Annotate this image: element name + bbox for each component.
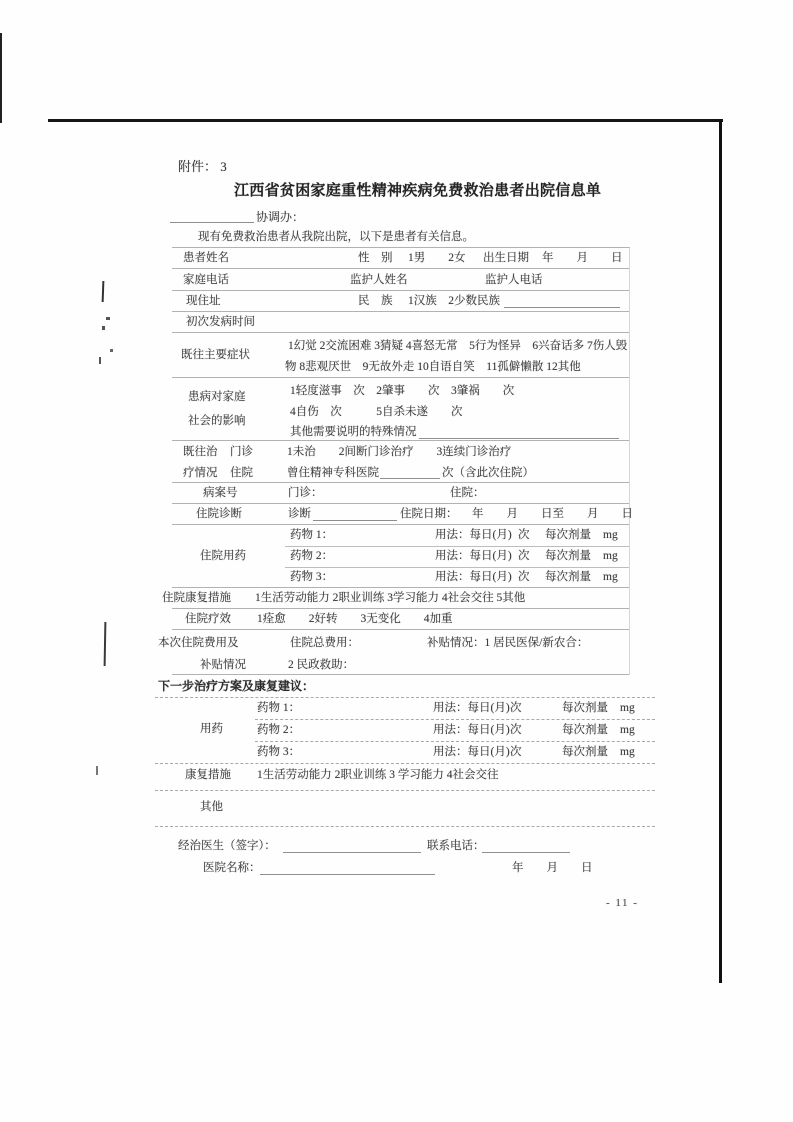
next-drug1-dose-label: 每次剂量 <box>562 702 608 714</box>
blank-underline <box>170 222 254 223</box>
row-diagnosis <box>172 504 633 525</box>
field-label-address: 现住址 <box>186 295 221 307</box>
next-drug3-label: 药物 3： <box>257 746 301 758</box>
rehab-options: 1生活劳动能力 2职业训练 3 学习能力 4社会交往 <box>257 769 499 781</box>
drug-row-separator <box>255 719 655 720</box>
drug3-unit-label: mg <box>603 571 618 583</box>
field-label-patient-name: 患者姓名 <box>183 252 229 264</box>
field-label-impact-1: 患病对家庭 <box>188 391 246 403</box>
case-inpatient-label: 住院： <box>450 487 485 499</box>
drug3-usage-label: 用法：每日(月) <box>435 571 512 583</box>
total-cost-label: 住院总费用： <box>290 637 359 649</box>
drug3-label: 药物 3： <box>290 571 334 583</box>
drug1-dose-label: 每次剂量 <box>545 529 591 541</box>
inpatient-text-post: 次（含此次住院） <box>442 467 534 479</box>
scan-artifact <box>96 766 98 775</box>
field-label-medication: 用药 <box>200 723 223 735</box>
next-drug2-times-label: 次 <box>510 724 522 736</box>
scan-artifact <box>110 349 113 352</box>
row-cost-subsidy <box>158 630 629 675</box>
field-label-diagnosis: 住院诊断 <box>196 508 242 520</box>
row-outcome <box>172 609 629 630</box>
field-label-rehab: 康复措施 <box>185 769 231 781</box>
row-past-symptoms <box>172 333 629 378</box>
scan-artifact <box>102 326 105 330</box>
form-table <box>158 247 633 675</box>
diagnosis-pre-label: 诊断 <box>288 508 311 520</box>
inpatient-text-pre: 曾住精神专科医院 <box>287 467 379 479</box>
field-label-impact-2: 社会的影响 <box>188 415 246 427</box>
drug-row-separator <box>285 567 629 568</box>
drug1-label: 药物 1： <box>290 529 334 541</box>
outpatient-options: 1未治 2间断门诊治疗 3连续门诊治疗 <box>287 446 512 458</box>
field-label-outcome: 住院疗效 <box>185 613 231 625</box>
next-drug2-usage-label: 用法：每日(月) <box>433 724 510 736</box>
field-label-guardian-phone: 监护人电话 <box>485 274 543 286</box>
next-drug2-dose-label: 每次剂量 <box>562 724 608 736</box>
doctor-signature-label: 经治医生（签字）： <box>178 840 276 852</box>
divider-line <box>155 697 655 698</box>
scan-edge-top <box>48 119 723 122</box>
next-drug2-label: 药物 2： <box>257 724 301 736</box>
blank-underline <box>504 307 620 308</box>
row-address <box>172 291 629 312</box>
drug2-dose-label: 每次剂量 <box>545 550 591 562</box>
blank-underline <box>380 478 440 479</box>
row-past-treatment <box>172 441 629 483</box>
divider-line <box>155 763 655 764</box>
page-title: 江西省贫困家庭重性精神疾病免费救治患者出院信息单 <box>234 183 602 199</box>
drug2-usage-label: 用法：每日(月) <box>435 550 512 562</box>
admission-date-label: 住院日期： <box>400 508 458 520</box>
attachment-label: 附件： 3 <box>178 159 227 174</box>
coordinator-label: 协调办： <box>256 210 305 224</box>
field-label-other: 其他 <box>200 801 223 813</box>
field-label-home-phone: 家庭电话 <box>183 274 229 286</box>
row-patient-name <box>172 248 629 269</box>
next-drug3-times-label: 次 <box>510 746 522 758</box>
field-label-inpatient-rehab: 住院康复措施 <box>162 592 231 604</box>
next-drug1-label: 药物 1： <box>257 702 301 714</box>
field-label-past-symptoms: 既往主要症状 <box>181 349 250 361</box>
subsidy-option1-label: 补贴情况：1 居民医保/新农合： <box>427 637 589 649</box>
drug1-unit-label: mg <box>603 529 618 541</box>
field-label-inpatient-medication: 住院用药 <box>200 550 246 562</box>
scan-artifact <box>104 622 107 666</box>
drug-row-separator <box>285 546 629 547</box>
blank-underline <box>313 520 397 521</box>
drug-row-separator <box>255 741 655 742</box>
next-drug3-unit-label: mg <box>620 746 635 758</box>
footer-date-units: 年 月 日 <box>512 862 593 874</box>
next-drug1-usage-label: 用法：每日(月) <box>433 702 510 714</box>
next-drug1-times-label: 次 <box>510 702 522 714</box>
next-drug3-usage-label: 用法：每日(月) <box>433 746 510 758</box>
blank-underline <box>419 438 619 439</box>
ethnicity-options: 1汉族 2少数民族 <box>408 295 500 307</box>
field-label-dob: 出生日期 <box>483 252 529 264</box>
next-drug3-dose-label: 每次剂量 <box>562 746 608 758</box>
row-first-onset <box>172 312 629 333</box>
scan-artifact <box>99 357 101 364</box>
divider-line <box>155 826 655 827</box>
row-family-impact <box>172 378 629 441</box>
field-label-guardian-name: 监护人姓名 <box>350 274 408 286</box>
admission-date-units: 年 月 日至 月 日 <box>472 508 633 520</box>
case-outpatient-label: 门诊： <box>288 487 323 499</box>
intro-text: 现有免费救治患者从我院出院，以下是患者有关信息。 <box>198 231 474 243</box>
blank-underline <box>283 852 421 853</box>
sub-label-inpatient: 住院 <box>230 467 253 479</box>
blank-underline <box>482 852 570 853</box>
hospital-name-label: 医院名称： <box>203 862 261 874</box>
field-label-past-treatment-2: 疗情况 <box>183 467 218 479</box>
drug2-unit-label: mg <box>603 550 618 562</box>
inpatient-rehab-options: 1生活劳动能力 2职业训练 3学习能力 4社会交往 5其他 <box>255 592 526 604</box>
row-case-number <box>172 483 629 504</box>
drug2-times-label: 次 <box>518 550 530 562</box>
symptom-options-line2: 物 8悲观厌世 9无故外走 10自语自笑 11孤僻懒散 12其他 <box>285 361 581 373</box>
scan-artifact <box>106 317 110 320</box>
blank-underline <box>260 874 435 875</box>
field-label-ethnicity: 民 族 <box>358 295 393 307</box>
page-number: - 11 - <box>606 897 639 909</box>
scan-artifact <box>102 281 105 302</box>
outcome-options: 1痊愈 2好转 3无变化 4加重 <box>257 613 453 625</box>
gender-options: 1男 2女 <box>408 252 466 264</box>
field-label-past-treatment-1: 既往治 <box>183 446 218 458</box>
next-drug2-unit-label: mg <box>620 724 635 736</box>
impact-special-note-label: 其他需要说明的特殊情况 <box>290 426 417 438</box>
field-label-cost-1: 本次住院费用及 <box>158 637 239 649</box>
field-label-gender: 性 别 <box>358 252 393 264</box>
row-inpatient-rehab <box>162 588 629 609</box>
drug1-times-label: 次 <box>518 529 530 541</box>
drug2-label: 药物 2： <box>290 550 334 562</box>
drug3-dose-label: 每次剂量 <box>545 571 591 583</box>
divider-line <box>155 790 655 791</box>
symptom-options-line1: 1幻觉 2交流困难 3猜疑 4喜怒无常 5行为怪异 6兴奋话多 7伤人毁 <box>288 340 628 352</box>
next-drug1-unit-label: mg <box>620 702 635 714</box>
sub-label-outpatient: 门诊 <box>230 446 253 458</box>
field-label-case-number: 病案号 <box>203 487 238 499</box>
impact-options-line2: 4自伤 次 5自杀未遂 次 <box>290 406 463 418</box>
drug3-times-label: 次 <box>518 571 530 583</box>
scan-edge-right <box>719 119 722 983</box>
impact-options-line1: 1轻度滋事 次 2肇事 次 3肇祸 次 <box>290 385 515 397</box>
drug1-usage-label: 用法：每日(月) <box>435 529 512 541</box>
row-home-phone <box>172 269 629 291</box>
next-step-heading: 下一步治疗方案及康复建议： <box>158 679 315 693</box>
subsidy-option2-label: 2 民政救助： <box>288 659 355 671</box>
row-inpatient-medication <box>172 525 629 588</box>
field-label-first-onset: 初次发病时间 <box>186 316 255 328</box>
scan-edge-left-sliver <box>0 33 2 123</box>
contact-phone-label: 联系电话： <box>427 840 485 852</box>
field-label-cost-2: 补贴情况 <box>200 659 246 671</box>
dob-units: 年 月 日 <box>542 252 623 264</box>
